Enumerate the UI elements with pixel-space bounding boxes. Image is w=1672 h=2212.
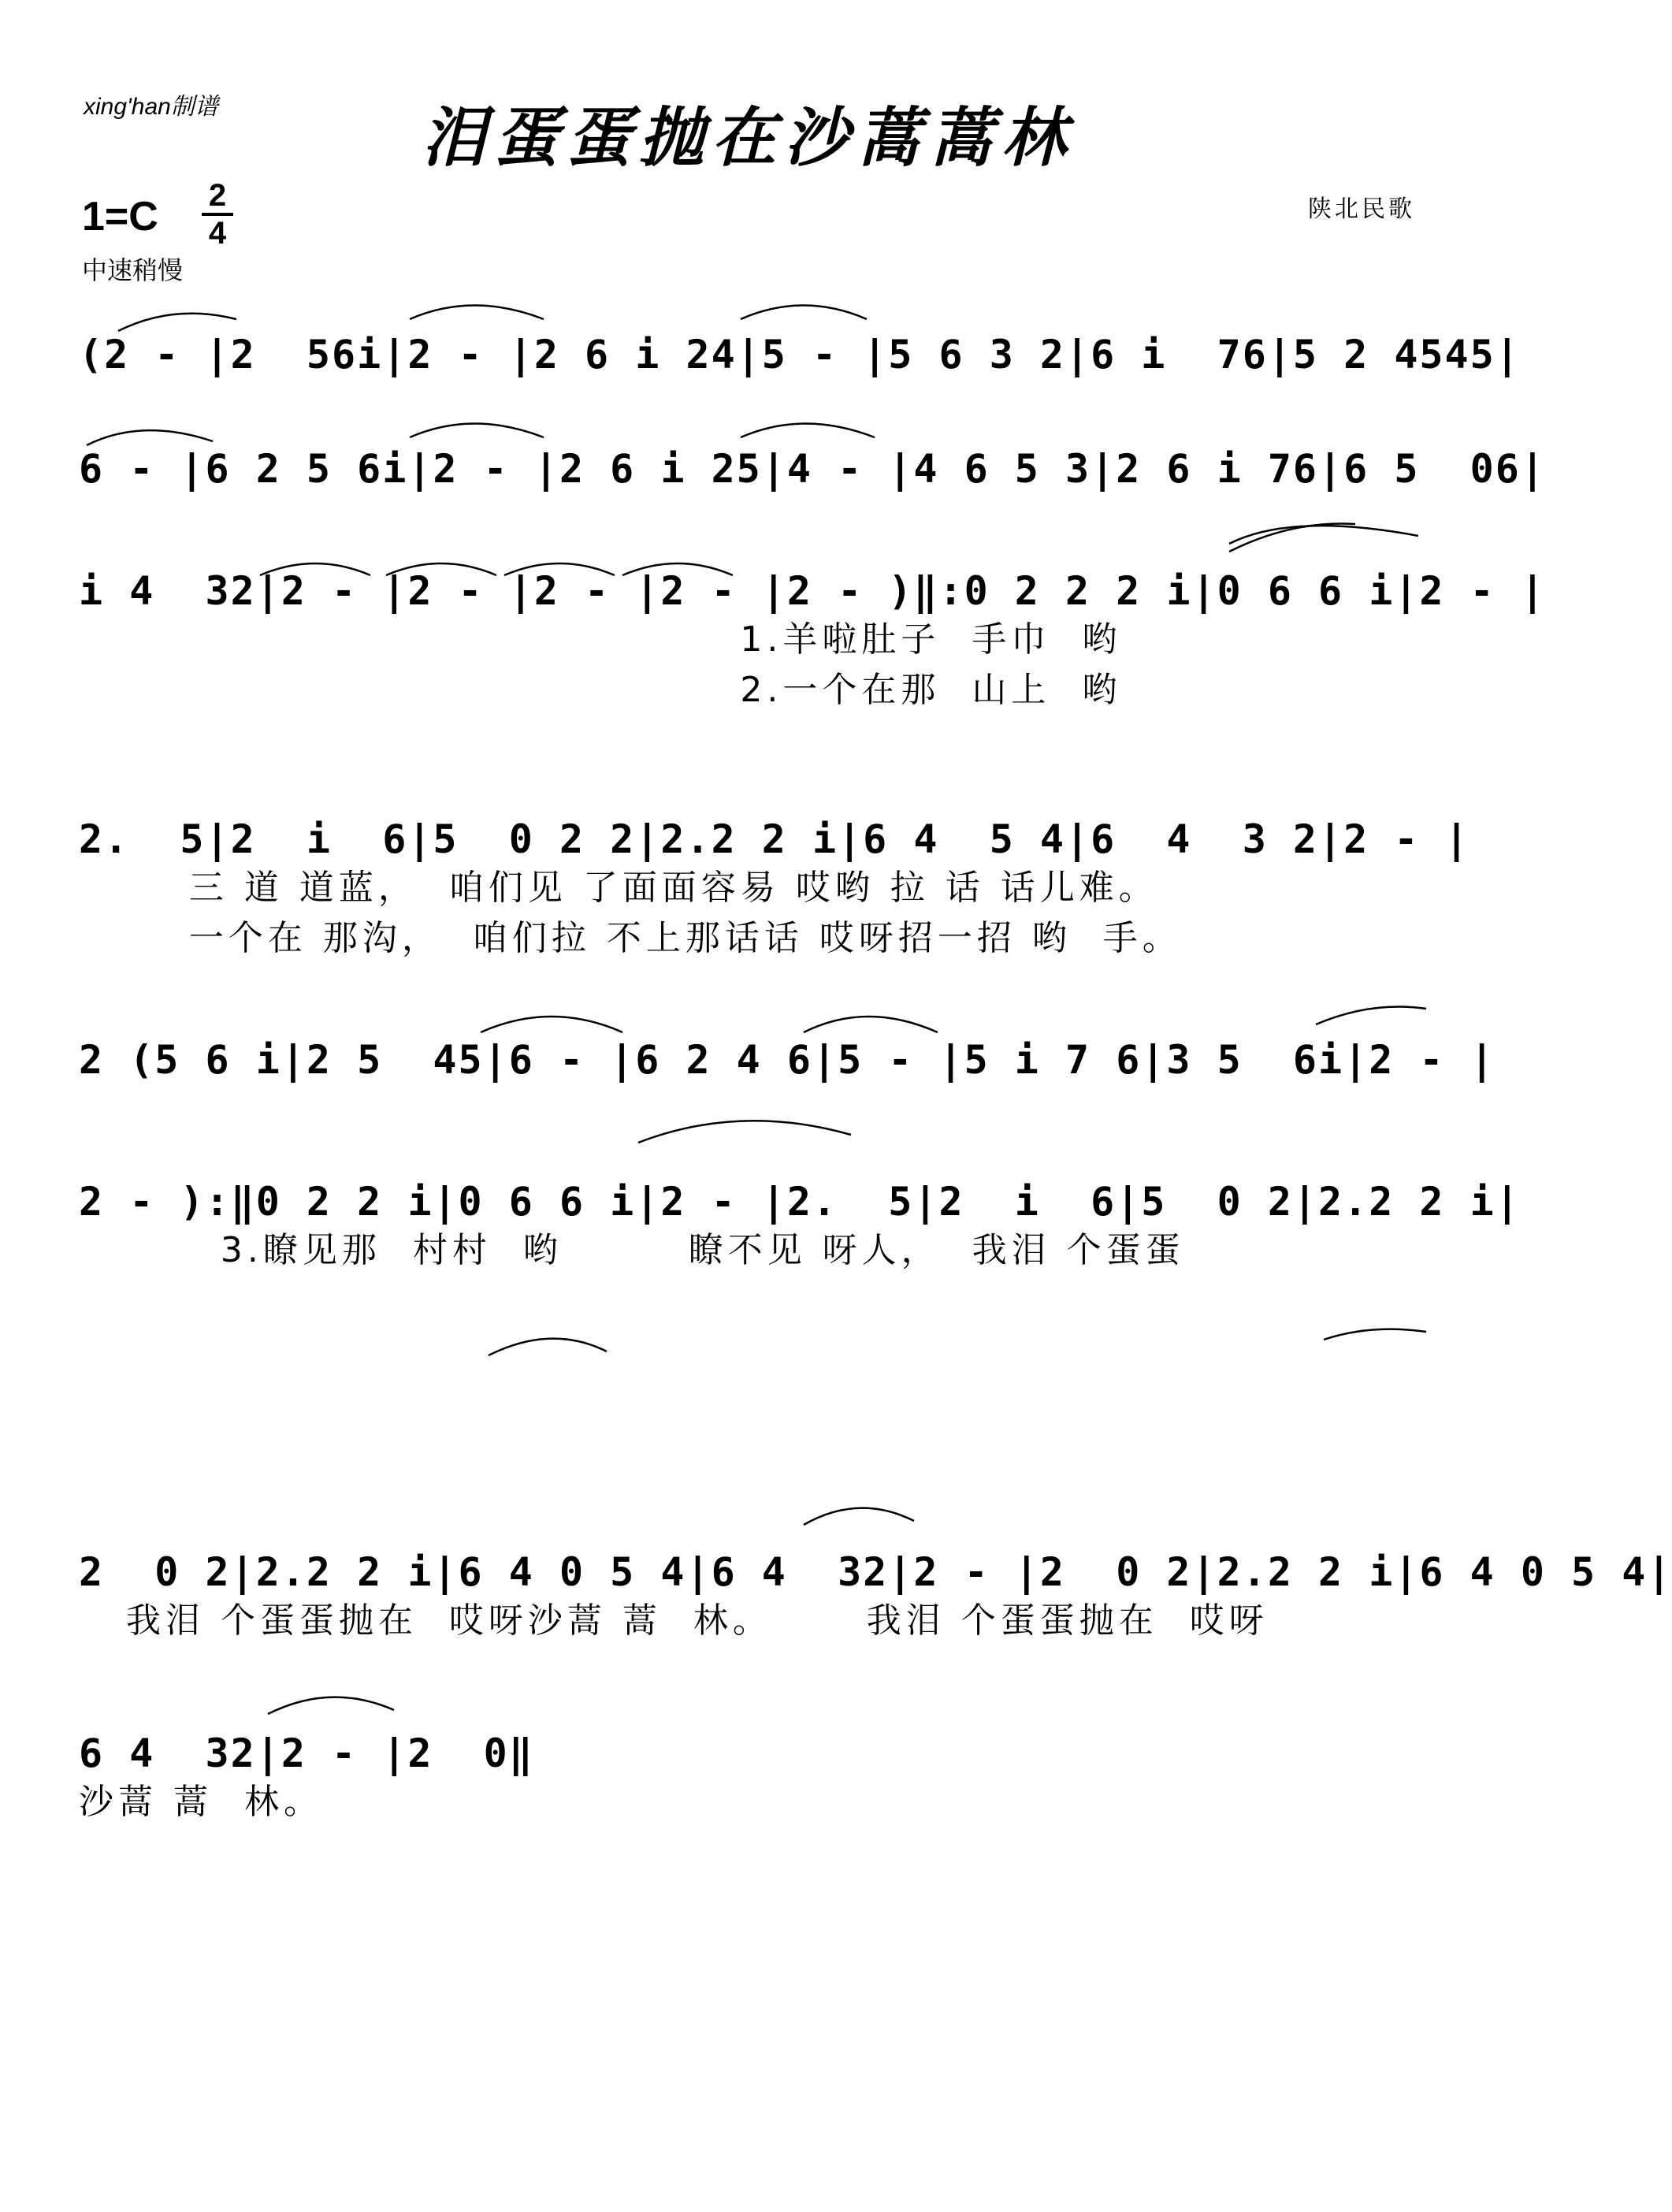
slur (410, 306, 544, 320)
slur (118, 314, 236, 331)
lyric-line: 我泪 个蛋蛋抛在 哎呀沙蒿 蒿 林。 我泪 个蛋蛋抛在 哎呀 (79, 1600, 1269, 1641)
time-signature-bottom: 4 (208, 216, 227, 251)
notation-line: 2 (5 6 i|2 5 45|6 - |6 2 4 6|5 - |5 i 7 6|3 5 6i|2 - | (79, 1037, 1496, 1083)
tie (504, 563, 615, 575)
notation-line: 2 - ):‖0 2 2 i|0 6 6 i|2 - |2. 5|2 i 6|5 0 2|2.2 2 i| (79, 1179, 1521, 1225)
tie (622, 563, 733, 575)
tie (260, 563, 370, 575)
notation-line: (2 - |2 56i|2 - |2 6 i 24|5 - |5 6 3 2|6 i 76|5 2 4545| (79, 332, 1521, 377)
arranger-credit: xing'han制谱 (84, 94, 218, 120)
lyric-verse-1: 1.羊啦肚子 手巾 哟 (79, 619, 1122, 660)
slur (489, 1339, 607, 1355)
slur (741, 424, 875, 438)
slur (410, 424, 544, 438)
notation-line: 6 - |6 2 5 6i|2 - |2 6 i 25|4 - |4 6 5 3|2 6 i 76|6 5 06| (79, 446, 1546, 492)
lyric-verse-3: 3.瞭见那 村村 哟 瞭不见 呀人， 我泪 个蛋蛋 (79, 1230, 1185, 1270)
lyric-verse-2: 一个在 那沟， 咱们拉 不上那话话 哎呀招一招 哟 手。 (79, 918, 1182, 958)
slur (804, 1017, 938, 1032)
lyric-verse-2: 2.一个在那 山上 哟 (79, 670, 1122, 710)
tempo-marking: 中速稍慢 (82, 255, 184, 285)
slur (804, 1508, 914, 1525)
slur (481, 1017, 622, 1032)
slur (87, 430, 213, 445)
song-title: 泪蛋蛋抛在沙蒿蒿林 (422, 100, 1074, 176)
key-signature: 1=C (82, 194, 158, 240)
notation-line: 2 0 2|2.2 2 i|6 4 0 5 4|6 4 32|2 - |2 0 2|2.2 2 i|6 4 0 5 4| (79, 1549, 1672, 1595)
slur (1316, 1007, 1426, 1025)
slur (741, 306, 867, 320)
slur (638, 1121, 851, 1143)
notation-line: i 4 32|2 - |2 - |2 - |2 - |2 - )‖:0 2 2 2 i|0 6 6 i|2 - | (79, 568, 1546, 614)
notation-line: 6 4 32|2 - |2 0‖ (79, 1731, 534, 1776)
song-origin: 陕北民歌 (1308, 195, 1415, 223)
slur (1324, 1329, 1426, 1340)
notation-line: 2. 5|2 i 6|5 0 2 2|2.2 2 i|6 4 5 4|6 4 3 2|2 - | (79, 816, 1470, 862)
slur (1229, 526, 1418, 544)
time-signature-top: 2 (208, 178, 227, 213)
slur (268, 1697, 394, 1714)
lyric-line: 沙蒿 蒿 林。 (79, 1782, 323, 1822)
lyric-verse-1: 三 道 道蓝， 咱们见 了面面容易 哎哟 拉 话 话儿难。 (79, 868, 1158, 908)
tie (386, 563, 496, 575)
